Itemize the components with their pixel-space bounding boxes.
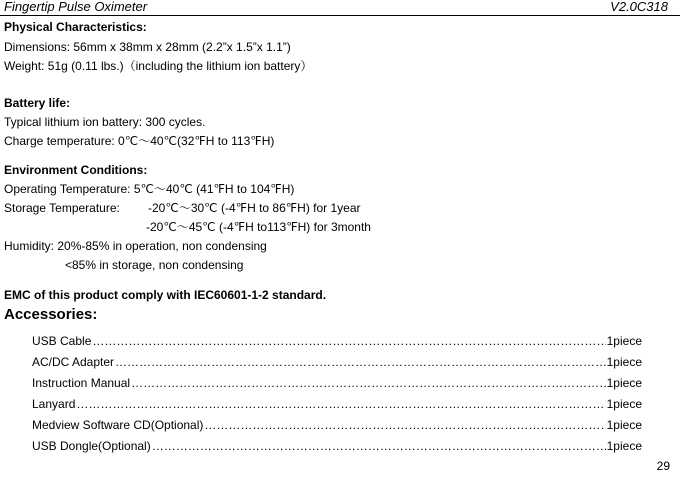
dot-leader xyxy=(92,334,605,348)
charge-temperature-text: Charge temperature: 0℃～40℃(32℉H to 113℉H) xyxy=(4,134,275,148)
accessory-quantity: 1piece xyxy=(606,397,642,411)
humidity-storage-text: <85% in storage, non condensing xyxy=(65,258,244,272)
emc-statement: EMC of this product comply with IEC60601-1-2 standard. xyxy=(4,288,327,302)
dot-leader xyxy=(204,418,605,432)
accessory-name: Instruction Manual xyxy=(32,376,131,390)
dimensions-text: Dimensions: 56mm x 38mm x 28mm (2.2”x 1.5”x 1.1”) xyxy=(4,40,291,54)
list-item xyxy=(32,418,642,432)
accessory-name: Medview Software CD(Optional) xyxy=(32,418,204,432)
accessory-name: USB Cable xyxy=(32,334,92,348)
operating-temperature-text: Operating Temperature: 5℃～40℃ (41℉H to 104℉H) xyxy=(4,182,295,196)
accessory-quantity: 1piece xyxy=(606,355,642,369)
list-item xyxy=(32,376,642,390)
weight-text: Weight: 51g (0.11 lbs.)（including the lithium ion battery） xyxy=(4,59,313,73)
environment-heading: Environment Conditions: xyxy=(4,163,148,177)
dot-leader xyxy=(76,397,605,411)
accessories-heading: Accessories: xyxy=(4,306,98,323)
accessory-name: AC/DC Adapter xyxy=(32,355,115,369)
accessory-quantity: 1piece xyxy=(606,376,642,390)
list-item xyxy=(32,397,642,411)
accessory-name: USB Dongle(Optional) xyxy=(32,439,151,453)
list-item xyxy=(32,439,642,453)
battery-typical-text: Typical lithium ion battery: 300 cycles. xyxy=(4,115,206,129)
battery-heading: Battery life: xyxy=(4,96,71,110)
list-item xyxy=(32,355,642,369)
physical-heading: Physical Characteristics: xyxy=(4,20,147,34)
accessory-quantity: 1piece xyxy=(606,418,642,432)
storage-temperature-3month: -20℃～45℃ (-4℉H to113℉H) for 3month xyxy=(146,220,371,234)
list-item xyxy=(32,334,642,348)
dot-leader xyxy=(131,376,606,390)
accessory-quantity: 1piece xyxy=(606,439,642,453)
header-rule xyxy=(0,15,680,16)
document-version: V2.0C318 xyxy=(610,0,668,14)
humidity-operation-text: Humidity: 20%-85% in operation, non condensing xyxy=(4,239,267,253)
storage-temperature-label: Storage Temperature: xyxy=(4,201,120,215)
storage-temperature-1year: -20℃～30℃ (-4℉H to 86℉H) for 1year xyxy=(148,201,361,215)
dot-leader xyxy=(152,439,606,453)
page-number: 29 xyxy=(656,459,670,473)
dot-leader xyxy=(115,355,606,369)
accessory-quantity: 1piece xyxy=(606,334,642,348)
document-title: Fingertip Pulse Oximeter xyxy=(4,0,148,14)
accessory-name: Lanyard xyxy=(32,397,76,411)
